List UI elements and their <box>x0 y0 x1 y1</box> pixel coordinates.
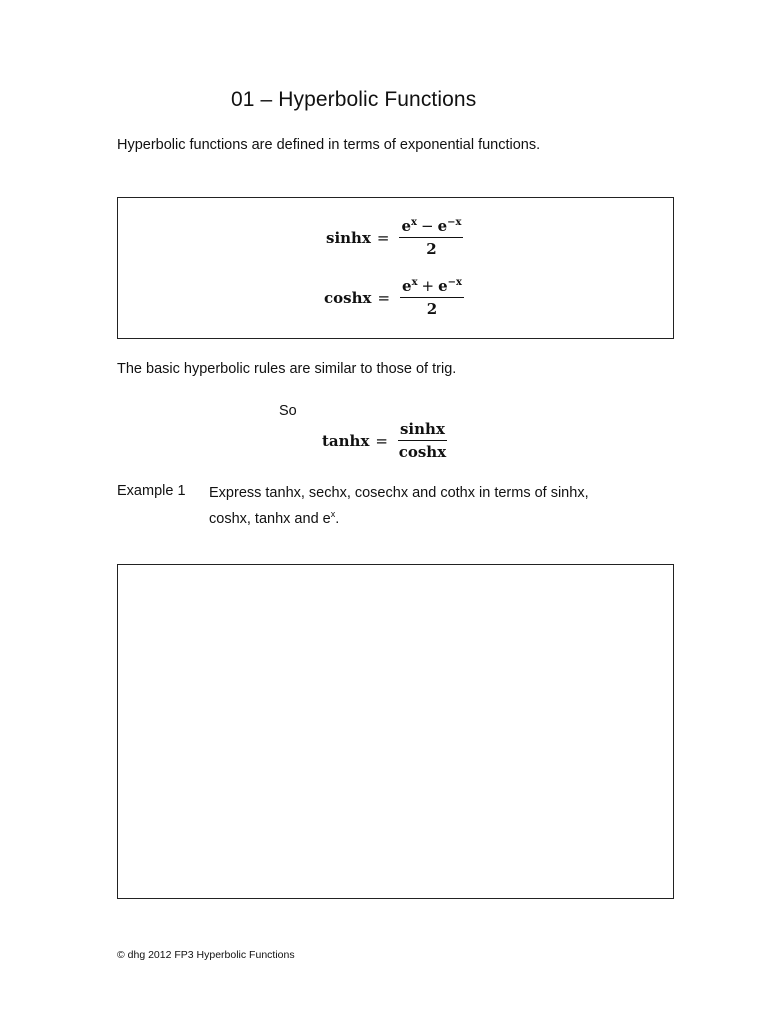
equals-sign: = <box>376 228 390 247</box>
exp-power: x <box>411 277 418 288</box>
sinh-denominator: 2 <box>426 240 437 258</box>
intro-text: Hyperbolic functions are defined in terms of exponential functions. <box>117 137 541 153</box>
exp-base: e <box>401 217 412 235</box>
sinh-fraction <box>399 217 463 258</box>
exp-power: −x <box>447 277 462 288</box>
equals-sign: = <box>375 431 388 450</box>
exp-power: −x <box>447 217 462 228</box>
cosh-fraction <box>400 277 464 318</box>
tanh-numerator: sinhx <box>398 420 447 441</box>
example-line-2-sup: x <box>330 509 336 519</box>
footer-text: © dhg 2012 FP3 Hyperbolic Functions <box>117 949 295 961</box>
exp-power: x <box>411 217 417 228</box>
page-title: 01 – Hyperbolic Functions <box>231 88 477 111</box>
example-label: Example 1 <box>117 483 186 499</box>
cosh-denominator: 2 <box>426 300 438 318</box>
sinh-numerator <box>399 217 463 238</box>
cosh-definition <box>324 277 464 318</box>
tanh-denominator: coshx <box>398 443 447 461</box>
exp-base: e <box>402 277 412 295</box>
example-line-2-prefix: coshx, tanhx and e <box>209 511 331 527</box>
so-text: So <box>279 403 297 419</box>
example-line-1: Express tanhx, sechx, cosechx and cothx in terms of sinhx, <box>209 485 589 501</box>
plus-operator: + <box>421 277 435 295</box>
example-line-2 <box>209 504 649 530</box>
tanh-lhs: tanhx <box>322 431 370 450</box>
minus-operator: − <box>421 217 434 235</box>
cosh-lhs: coshx <box>324 288 372 307</box>
sinh-lhs: sinhx <box>326 228 371 247</box>
example-line-2-suffix: . <box>335 511 340 527</box>
equals-sign: = <box>377 288 391 307</box>
sinh-definition <box>326 217 463 258</box>
exp-base: e <box>437 217 448 235</box>
example-text <box>209 483 649 530</box>
answer-box[interactable] <box>117 564 674 899</box>
tanh-definition <box>322 420 447 461</box>
exp-base: e <box>438 277 448 295</box>
rules-text: The basic hyperbolic rules are similar to those of trig. <box>117 361 457 377</box>
cosh-numerator <box>400 277 464 298</box>
tanh-fraction <box>398 420 447 461</box>
